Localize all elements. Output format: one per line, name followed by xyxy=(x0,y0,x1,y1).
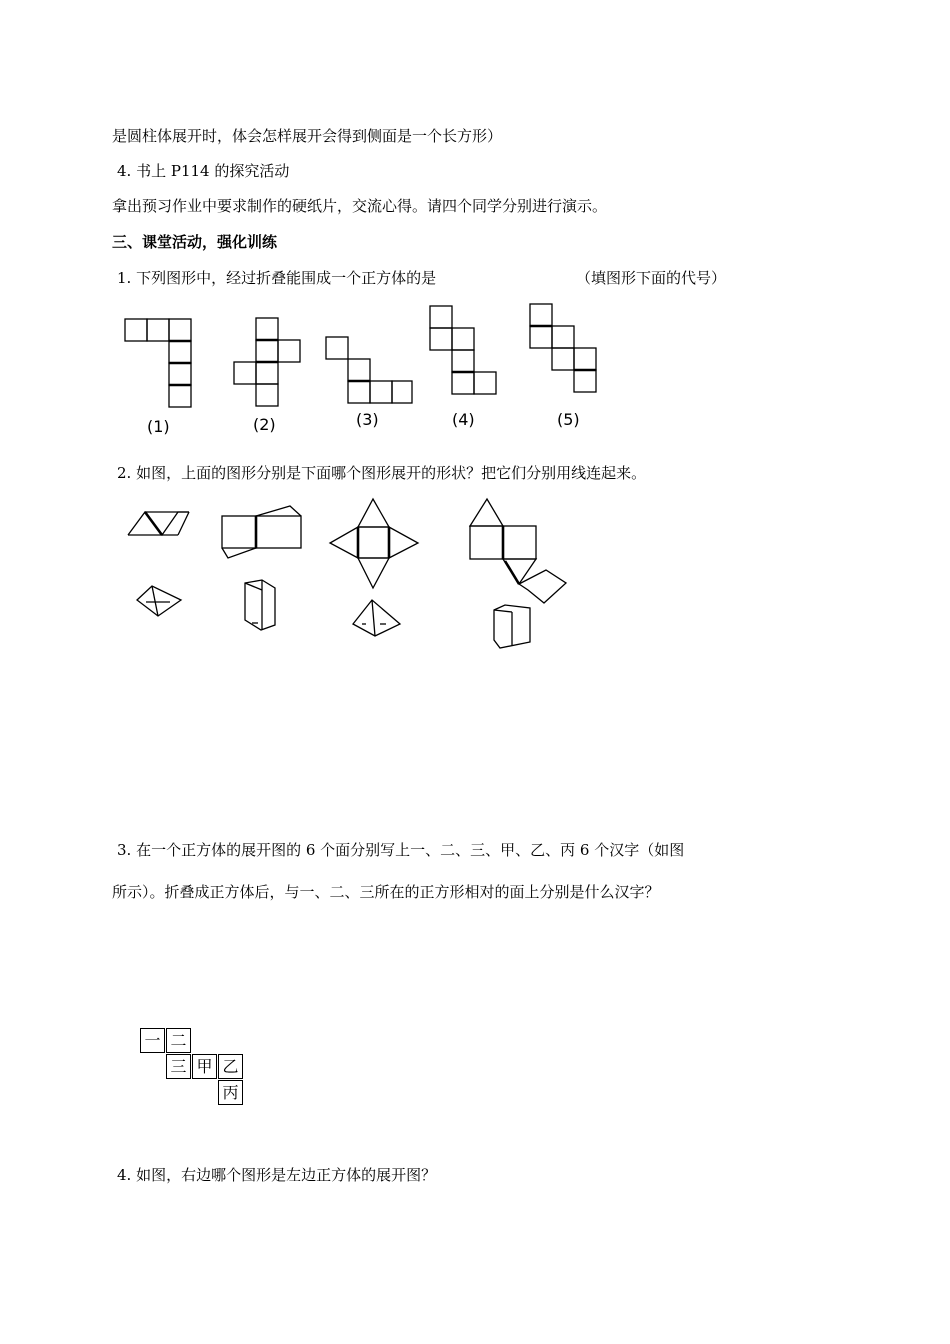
net-label-4: (4) xyxy=(452,410,475,429)
net-label-2: (2) xyxy=(253,415,276,434)
question-3-line-2: 所示）。折叠成正方体后，与一、二、三所在的正方形相对的面上分别是什么汉字？ xyxy=(112,883,660,901)
hanzi-cell-er: 二 xyxy=(166,1028,191,1053)
triangular-prism-net xyxy=(222,506,301,558)
paragraph-cardboard: 拿出预习作业中要求制作的硬纸片，交流心得。请四个同学分别进行演示。 xyxy=(112,197,608,215)
hanzi-cell-yi2: 乙 xyxy=(218,1054,243,1079)
hanzi-cell-bing: 丙 xyxy=(218,1080,243,1105)
question-4-text: 4. 如图，右边哪个图形是左边正方体的展开图？ xyxy=(117,1166,437,1184)
paragraph-cylinder: 是圆柱体展开时，体会怎样展开会得到侧面是一个长方形） xyxy=(112,127,503,145)
section-heading: 三、课堂活动，强化训练 xyxy=(112,233,278,251)
prism-net-two-squares xyxy=(470,499,566,603)
question-3-line-1: 3. 在一个正方体的展开图的 6 个面分别写上一、二、三、甲、乙、丙 6 个汉字（如图 xyxy=(117,841,685,859)
question-2-text: 2. 如图，上面的图形分别是下面哪个图形展开的形状？把它们分别用线连起来。 xyxy=(117,464,647,482)
pentagonal-prism-solid xyxy=(494,605,530,648)
pyramid-solid xyxy=(353,600,400,636)
hanzi-cell-san: 三 xyxy=(166,1054,191,1079)
tetrahedron-net xyxy=(128,512,189,535)
square-pyramid-net xyxy=(330,499,418,588)
hanzi-cell-jia: 甲 xyxy=(192,1054,217,1079)
question-1-text: 1. 下列图形中，经过折叠能围成一个正方体的是 xyxy=(117,269,437,287)
paragraph-exploration: 4. 书上 P114 的探究活动 xyxy=(117,162,290,180)
hanzi-cell-yi: 一 xyxy=(140,1028,165,1053)
prism-solid xyxy=(245,580,275,630)
net-label-1: (1) xyxy=(147,417,170,436)
tetrahedron-solid xyxy=(137,586,181,616)
net-label-5: (5) xyxy=(557,410,580,429)
net-label-3: (3) xyxy=(356,410,379,429)
question-1-hint: （填图形下面的代号） xyxy=(576,269,727,287)
